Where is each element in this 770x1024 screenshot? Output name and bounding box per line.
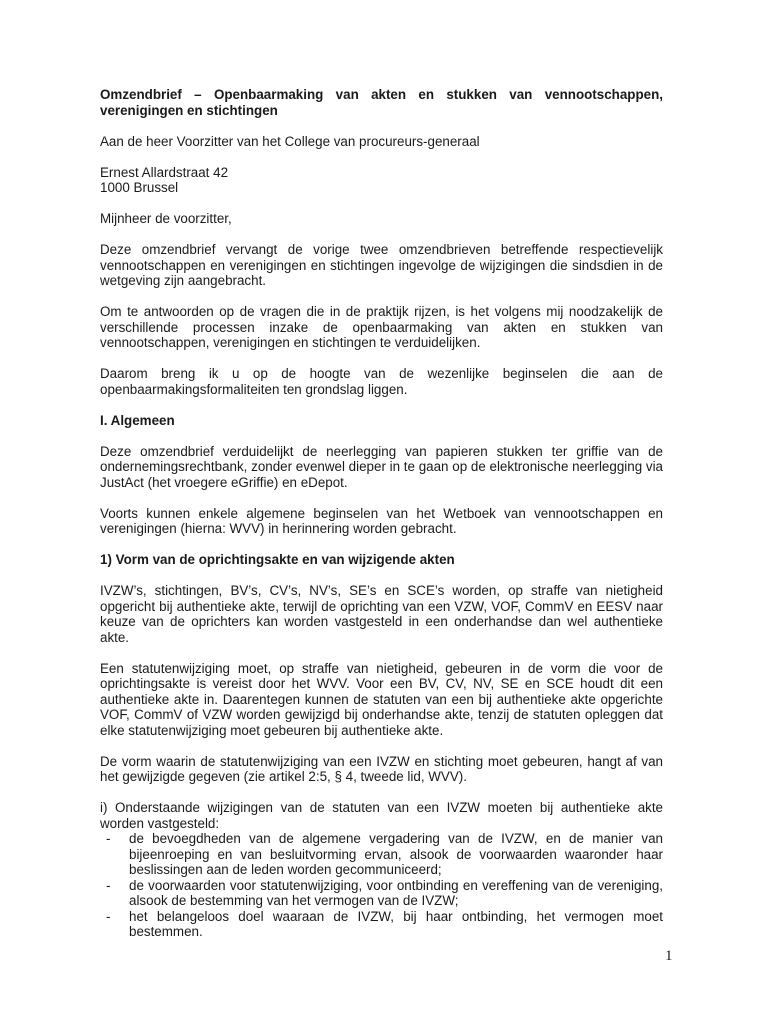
section-heading-general: I. Algemeen [100, 412, 175, 428]
paragraph-intro: Deze omzendbrief vervangt de vorige twee omzendbrieven betreffende respectievelijk vennootschappen en verenigingen en stichtingen ingevolge de wijzigingen die sindsdien in de wetgeving zijn aangebracht. [100, 242, 663, 288]
address-city: 1000 Brussel [100, 180, 179, 195]
addressee: Aan de heer Voorzitter van het College van procureurs-generaal [100, 133, 480, 149]
paragraph-wvv: Voorts kunnen enkele algemene beginselen van het Wetboek van vennootschappen en verenigingen (hierna: WVV) in herinnering worden gebracht. [100, 505, 663, 536]
paragraph-purpose: Om te antwoorden op de vragen die in de praktijk rijzen, is het volgens mij noodzakelijk de verschillende processen inzake de openbaarmaking van akten en stukken van vennootschappen, verenigingen en stichtingen te verduidelijken. [100, 304, 663, 350]
list-marker: - [106, 831, 111, 846]
list-marker: - [106, 877, 111, 893]
amendment-list [100, 831, 663, 940]
list-item-text: de bevoegdheden van de algemene vergadering van de IVZW, en de manier van bijeenroeping en van besluitvorming ervan, alsook de voorwaarden waaronder haar beslissingen aan de leden worden gecommuniceerd; [129, 831, 663, 877]
list-item [100, 878, 663, 909]
document-title: Omzendbrief – Openbaarmaking van akten en stukken van vennootschappen, verenigingen en stichtingen [100, 87, 663, 118]
list-item-text: het belangeloos doel waaraan de IVZW, bij haar ontbinding, het vermogen moet bestemmen. [129, 908, 663, 939]
paragraph-incorporation: IVZW’s, stichtingen, BV’s, CV’s, NV’s, SE’s en SCE’s worden, op straffe van nietigheid opgericht bij authentieke akte, terwijl de oprichting van een VZW, VOF, CommV en EESV naar keuze van de oprichters kan worden vastgesteld in een onderhandse dan wel authentieke akte. [100, 583, 663, 645]
paragraph-ivzw-form: De vorm waarin de statutenwijziging van een IVZW en stichting moet gebeuren, hangt af van het gewijzigde gegeven (zie artikel 2:5, § 4, tweede lid, WVV). [100, 753, 663, 784]
list-item-text: de voorwaarden voor statutenwijziging, voor ontbinding en vereffening van de vereniging, alsook de bestemming van het vermogen van de IVZW; [129, 877, 663, 908]
page-number: 1 [665, 948, 673, 964]
paragraph-amendment: Een statutenwijziging moet, op straffe van nietigheid, gebeuren in de vorm die voor de oprichtingsakte is vereist door het WVV. Voor een BV, CV, NV, SE en SCE houdt dit een authentieke akte in. Daarentegen kunnen de statuten van een bij authentieke akte opgerichte VOF, CommV of VZW worden gewijzigd bij onderhandse akte, tenzij de statuten opleggen dat elke statutenwijziging moet gebeuren bij authentieke akte. [100, 660, 663, 738]
document-body [100, 87, 663, 940]
list-marker: - [106, 908, 111, 924]
paragraph-principles: Daarom breng ik u op de hoogte van de wezenlijke beginselen die aan de openbaarmakingsformaliteiten ten grondslag liggen. [100, 366, 663, 397]
address-street: Ernest Allardstraat 42 [100, 164, 229, 180]
salutation: Mijnheer de voorzitter, [100, 211, 232, 226]
subsection-heading-form: 1) Vorm van de oprichtingsakte en van wijzigende akten [100, 552, 455, 567]
paragraph-ivzw-list-intro: i) Onderstaande wijzigingen van de statuten van een IVZW moeten bij authentieke akte worden vastgesteld: [100, 800, 663, 831]
list-item [100, 831, 663, 878]
list-item [100, 909, 663, 940]
paragraph-scope: Deze omzendbrief verduidelijkt de neerlegging van papieren stukken ter griffie van de ondernemingsrechtbank, zonder evenwel dieper in te gaan op de elektronische neerlegging via JustAct (het vroegere eGriffie) en eDepot. [100, 443, 663, 490]
